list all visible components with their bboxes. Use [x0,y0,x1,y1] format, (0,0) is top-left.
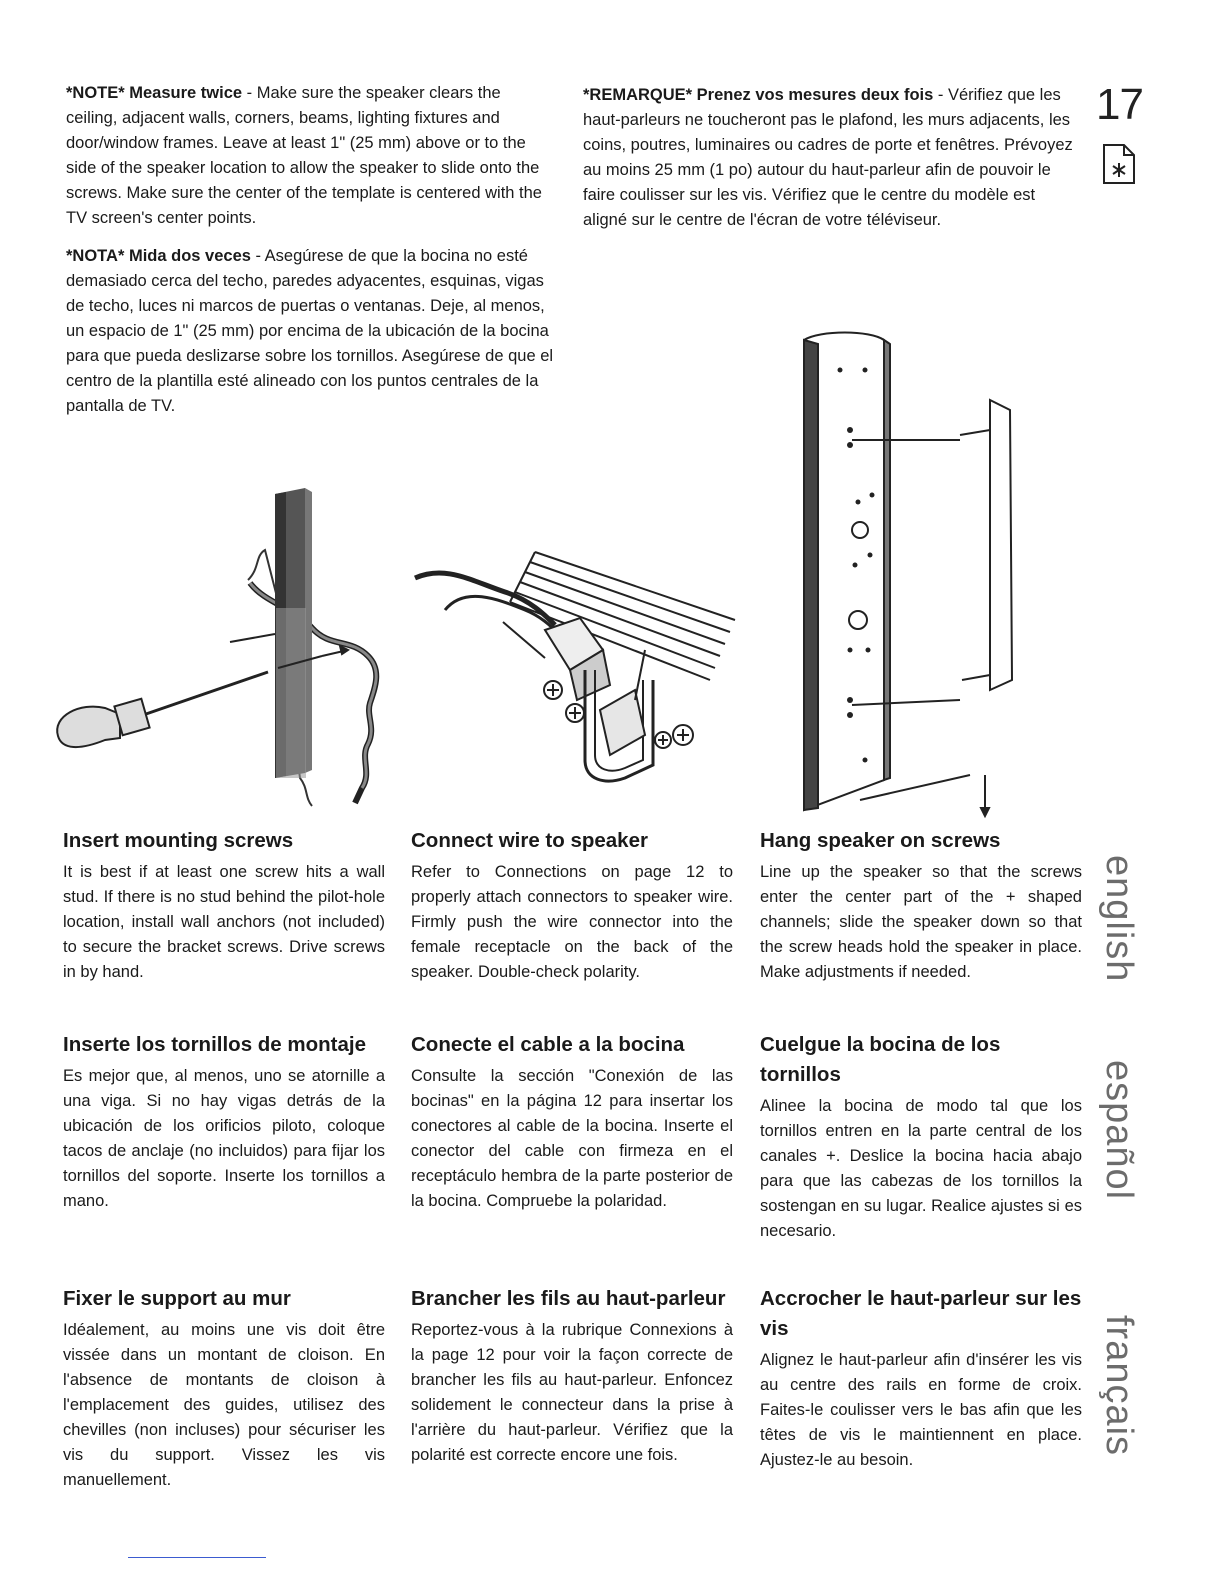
note-spanish-lead: *NOTA* Mida dos veces [66,247,251,265]
star-document-icon [1102,143,1136,185]
language-tab-english: english [1098,855,1140,983]
step-text: Es mejor que, al menos, uno se atornille a una viga. Si no hay vigas detrás de la ubicación de los orificios piloto, coloque tacos de anclaje (no incluidos) para fijar los tornillos del soporte. Inserte los tornillos a mano. [63,1067,385,1210]
note-french [583,83,1073,233]
note-english-text: - Make sure the speaker clears the ceiling, adjacent walls, corners, beams, lighting fixtures and door/window frames. Leave at least 1" (25 mm) above or to the side of the speaker location to allow the speaker to slide onto the screws. Make sure the center of the template is centered with the TV screen's center points. [66,84,542,227]
step-text: Reportez-vous à la rubrique Connexions à la page 12 pour voir la façon correcte de brancher les fils au haut-parleur. Enfoncez solidement le connecteur dans la prise à l'arrière du haut-parleur. Vérifiez que la polarité est correcte encore une fois. [411,1321,733,1464]
step-insert-screws-en [63,826,385,985]
step-title: Hang speaker on screws [760,829,1001,852]
step-title: Cuelgue la bocina de los tornillos [760,1033,1001,1086]
language-tab-spanish: español [1098,1060,1140,1201]
note-spanish-text: - Asegúrese de que la bocina no esté demasiado cerca del techo, paredes adyacentes, esquinas, vigas de techo, luces ni marcos de puertas o ventanas. Deje, al menos, un espacio de 1" (25 mm) por encima de la ubicación de la bocina para que pueda deslizarse sobre los tornillos. Asegúrese de que el centro de la plantilla esté alineado con los puntos centrales de la pantalla de TV. [66,247,554,415]
step-connect-wire-fr [411,1284,733,1468]
step-connect-wire-en [411,826,733,985]
step-text: Idéalement, au moins une vis doit être vissée dans un montant de cloison. En l'absence de montants de cloison à l'emplacement des guides, utilisez des chevilles (non incluses) pour sécuriser les vis du support. Vissez les vis manuellement. [63,1321,385,1489]
step-title: Connect wire to speaker [411,829,648,852]
note-english [66,81,556,231]
language-tab-french: français [1098,1315,1140,1457]
note-french-lead: *REMARQUE* Prenez vos mesures deux fois [583,86,934,104]
step-title: Brancher les fils au haut-parleur [411,1287,726,1310]
connect-wire-illustration [405,540,750,800]
hang-speaker-illustration [790,330,1030,820]
step-title: Accrocher le haut-parleur sur les vis [760,1287,1082,1340]
step-title: Conecte el cable a la bocina [411,1033,685,1056]
step-text: Line up the speaker so that the screws enter the center part of the + shaped channels; slide the speaker down so that the screw heads hold the speaker in place. Make adjustments if needed. [760,863,1082,981]
bottom-rule [128,1557,266,1558]
step-text: Refer to Connections on page 12 to properly attach connectors to speaker wire. Firmly push the wire connector into the female receptacle on the back of the speaker. Double-check polarity. [411,863,733,981]
note-english-lead: *NOTE* Measure twice [66,84,243,102]
step-text: It is best if at least one screw hits a wall stud. If there is no stud behind the pilot-hole location, install wall anchors (not included) to secure the bracket screws. Drive screws in by hand. [63,863,385,981]
step-insert-screws-es [63,1030,385,1214]
step-text: Alinee la bocina de modo tal que los tornillos entren en la parte central de los canales +. Deslice la bocina hacia abajo para que las cabezas de los tornillos la sostengan en su lugar. Realice ajustes si es necesario. [760,1097,1082,1240]
step-text: Consulte la sección "Conexión de las bocinas" en la página 12 para insertar los conectores al cable de la bocina. Inserte el conector del cable con firmeza en el receptáculo hembra de la parte posterior de la bocina. Compruebe la polaridad. [411,1067,733,1210]
note-french-text: - Vérifiez que les haut-parleurs ne toucheront pas le plafond, les murs adjacents, les coins, poutres, luminaires ou cadres de porte et fenêtres. Prévoyez au moins 25 mm (1 po) autour du haut-parleur afin de pouvoir le faire coulisser sur les vis. Vérifiez que le centre du modèle est aligné sur le centre de l'écran de votre téléviseur. [583,86,1073,229]
note-spanish [66,244,556,419]
step-hang-speaker-fr [760,1284,1082,1473]
step-title: Inserte los tornillos de montaje [63,1033,367,1056]
step-connect-wire-es [411,1030,733,1214]
mounting-screws-illustration [50,488,400,808]
step-title: Insert mounting screws [63,829,294,852]
step-title: Fixer le support au mur [63,1287,291,1310]
step-hang-speaker-es [760,1030,1082,1244]
step-text: Alignez le haut-parleur afin d'insérer les vis au centre des rails en forme de croix. Faites-le coulisser vers le bas afin que les têtes de vis le maintiennent en place. Ajustez-le au besoin. [760,1351,1082,1469]
step-hang-speaker-en [760,826,1082,985]
step-insert-screws-fr [63,1284,385,1493]
page-number: 17 [1096,80,1143,129]
